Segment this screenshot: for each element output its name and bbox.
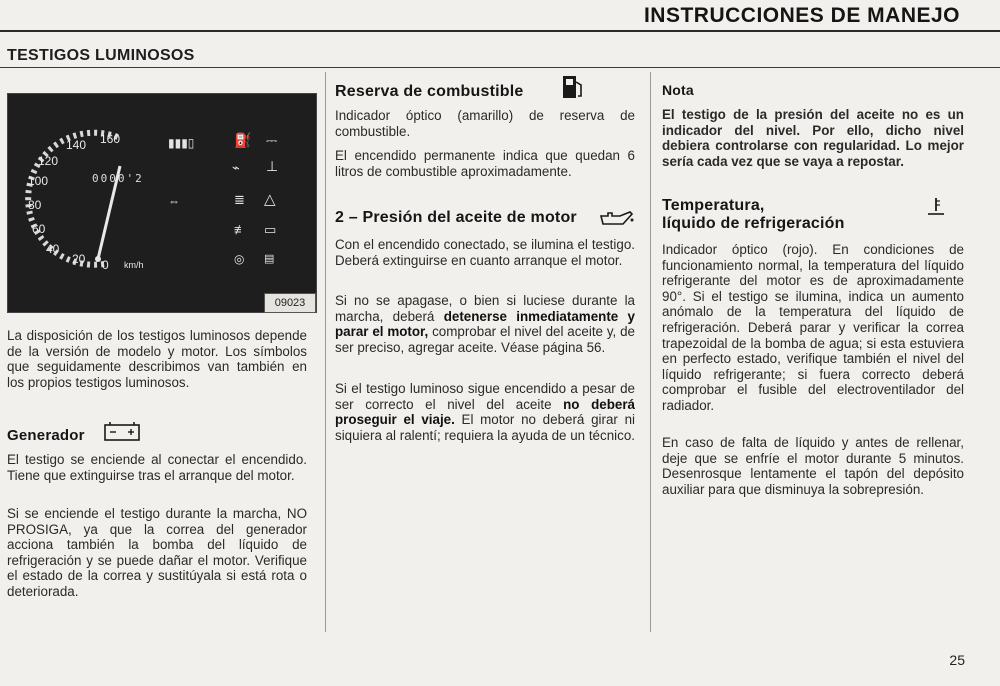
generador-paragraph-1: El testigo se enciende al conectar el encendido. Tiene que extinguirse tras el arranque del motor. <box>7 452 307 483</box>
speed-mark-160: 160 <box>100 132 121 146</box>
fuel-pump-icon <box>560 72 586 102</box>
brake-icon: ◎ <box>234 252 245 266</box>
reserva-paragraph-1: Indicador óptico (amarillo) de reserva de combustible. <box>335 108 635 139</box>
presion-p2-text-c: comprobar el nivel del aceite y, de ser preciso, agregar aceite. Véase página 56. <box>335 324 635 355</box>
speed-unit: km/h <box>124 260 144 270</box>
temperatura-title-line-2: líquido de refrigeración <box>662 215 845 232</box>
nota-title: Nota <box>662 82 694 98</box>
fuel-gauge-icon: ▮▮▮▯ <box>168 136 195 150</box>
presion-p2-bold: detenerse inmediatamente y parar el motor, <box>335 308 635 340</box>
temperatura-paragraph-2: En caso de falta de líquido y antes de rellenar, deje que se enfríe el motor durante 5 minutos. Desenrosque lentamente el tapón del depósito auxiliar para que disminuya la sobrepresión. <box>662 435 964 497</box>
temperatura-paragraph-1: Indicador óptico (rojo). En condiciones de funcionamiento normal, la temperatura del líquido refrigerante del motor es de aproximadamente 90°. Si el testigo se ilumina, indica un aumento anómalo de la temperatura del líquido de refrigeración. Deberá parar y verificar la correa trapezoidal de la bomba de agua; si esta estuviera en perfecto estado, verifique también el nivel del líquido refrigerante; si fuera correcto deberá comprobar el fusible del electroventilador del radiador. <box>662 242 964 413</box>
page-number: 25 <box>949 652 965 668</box>
rear-fog-icon: ≢ <box>234 222 247 237</box>
reserva-title: Reserva de combustible <box>335 83 524 100</box>
generador-title: Generador <box>7 427 85 444</box>
reserva-paragraph-2: El encendido permanente indica que quedan 6 litros de combustible aproximadamente. <box>335 148 635 179</box>
column-divider-1 <box>325 72 326 632</box>
odometer: 0000'2 <box>92 172 144 185</box>
speed-mark-0: 0 <box>102 258 109 272</box>
presion-p2-text-a: Si no se apagase, o bien si luciese durante la marcha, deberá <box>335 293 635 324</box>
generador-paragraph-2: Si se enciende el testigo durante la marcha, NO PROSIGA, ya que la correa del generador acciona también la bomba del líquido de refrigeración y se puede dañar el motor. Verifique el estado de la correa y sustitúyala si está rota o deteriorada. <box>7 506 307 599</box>
fuel-icon: ⛽ <box>234 132 252 148</box>
presion-p3-text-a: Si el testigo luminoso sigue encendido a pesar de ser correcto el nivel del aceite <box>335 381 635 412</box>
nota-paragraph: El testigo de la presión del aceite no es un indicador del nivel. Por ello, dicho nivel debiera controlarse con regularidad. Lo mejor sería cada vez que se vaya a repostar. <box>662 107 964 169</box>
battery-icon: ⎓ <box>266 132 278 148</box>
figure-label: 09023 <box>264 293 316 313</box>
needle-hub <box>95 256 101 262</box>
dashboard-figure <box>7 93 317 313</box>
high-beam-icon: ≣ <box>234 192 245 207</box>
battery-icon <box>104 420 142 442</box>
header-rule <box>0 30 1000 32</box>
speed-mark-120: 120 <box>38 154 59 168</box>
section-rule <box>0 67 1000 68</box>
section-title: TESTIGOS LUMINOSOS <box>7 47 195 64</box>
oil-can-icon <box>598 208 636 228</box>
presion-p3-bold: no deberá proseguir el viaje. <box>335 396 635 428</box>
coolant-temp-icon <box>925 196 947 218</box>
rear-defrost-icon: ▭ <box>264 222 277 237</box>
turn-signal-icon: ⇔ <box>168 194 180 208</box>
rear-light-icon: ▤ <box>264 253 275 265</box>
speed-mark-80: 80 <box>28 198 42 212</box>
intro-paragraph: La disposición de los testigos luminosos depende de la versión de modelo y motor. Los símbolos que seguidamente describimos van también en los propios testigos luminosos. <box>7 328 307 390</box>
presion-p3-text-c: El motor no deberá girar ni siquiera al ralentí; requiera la ayuda de un técnico. <box>335 412 635 443</box>
coolant-temp-icon: ⊥ <box>266 158 279 174</box>
speed-scale-arc <box>28 133 120 265</box>
temperatura-title-line-1: Temperatura, <box>662 197 765 214</box>
oil-can-icon: ⌁ <box>232 160 240 175</box>
page-header-title: INSTRUCCIONES DE MANEJO <box>643 4 960 27</box>
presion-paragraph-3 <box>335 381 635 443</box>
column-divider-2 <box>650 72 651 632</box>
speed-mark-140: 140 <box>66 138 87 152</box>
speed-mark-100: 100 <box>28 174 49 188</box>
presion-paragraph-2 <box>335 293 635 355</box>
presion-paragraph-1: Con el encendido conectado, se ilumina el testigo. Deberá extinguirse en cuanto arranque el motor. <box>335 237 635 268</box>
speed-mark-40: 40 <box>46 242 60 256</box>
presion-title: 2 – Presión del aceite de motor <box>335 209 577 226</box>
speed-mark-20: 20 <box>72 252 86 266</box>
speed-mark-60: 60 <box>32 222 46 236</box>
hazard-icon: △ <box>264 191 276 208</box>
